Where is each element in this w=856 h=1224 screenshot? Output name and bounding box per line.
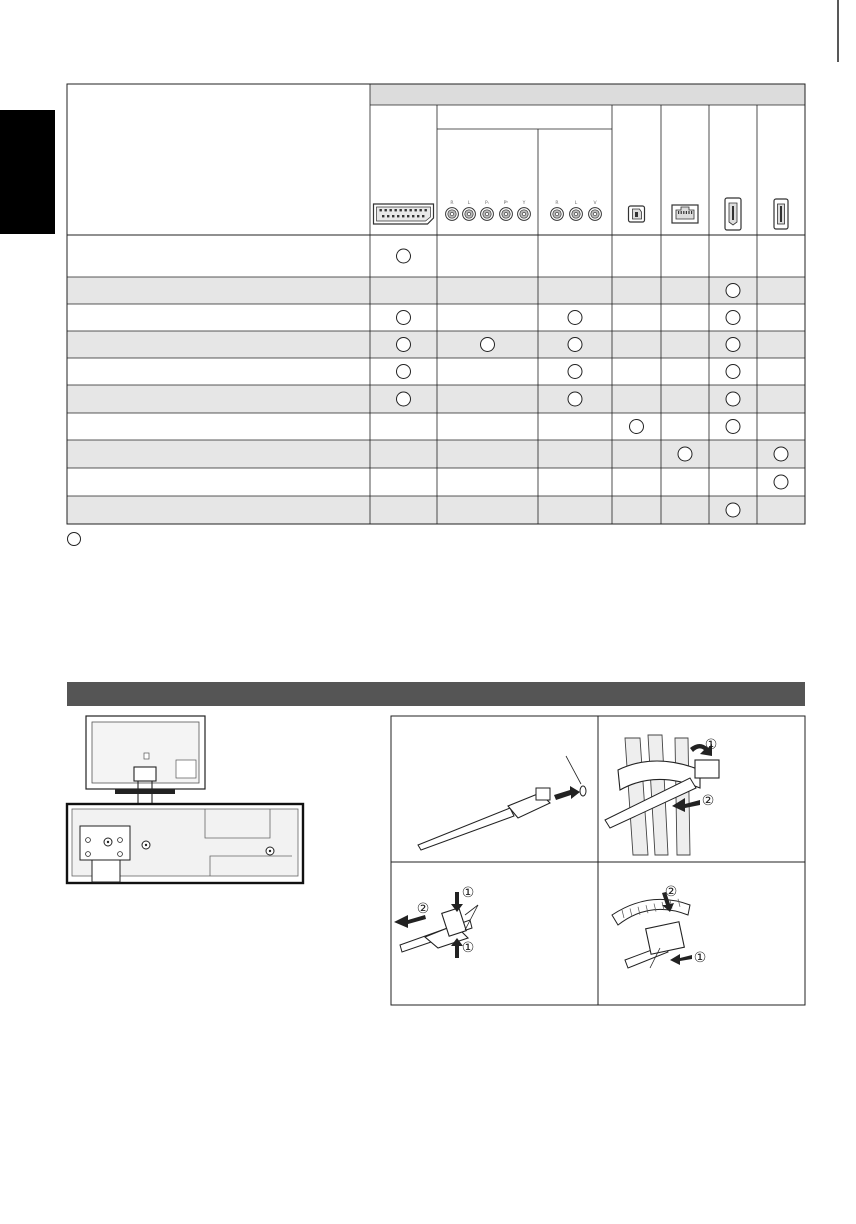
port-label: V bbox=[593, 201, 597, 206]
lan-contact bbox=[683, 211, 684, 214]
availability-mark bbox=[397, 338, 411, 352]
rca-pin bbox=[574, 212, 577, 215]
cable-tie-clip bbox=[536, 788, 550, 800]
table-row-shade bbox=[67, 331, 805, 358]
scart-pin bbox=[395, 209, 397, 211]
port-label: L bbox=[467, 201, 471, 206]
availability-mark bbox=[678, 447, 692, 461]
availability-mark bbox=[774, 475, 788, 489]
availability-mark bbox=[397, 249, 411, 263]
scart-pin bbox=[425, 209, 427, 211]
scart-pin bbox=[402, 215, 404, 217]
availability-mark bbox=[726, 284, 740, 298]
language-side-tab bbox=[0, 110, 55, 234]
rca-jack bbox=[481, 208, 494, 221]
detail-stand-neck bbox=[92, 860, 120, 882]
rca-jack bbox=[570, 208, 583, 221]
availability-mark bbox=[630, 420, 644, 434]
step-number: ② bbox=[701, 793, 715, 809]
port-label: R bbox=[450, 201, 454, 206]
table-header-group-band bbox=[370, 84, 805, 105]
scart-pin bbox=[397, 215, 399, 217]
hdmi-port-icon bbox=[725, 198, 741, 230]
scart-pin bbox=[387, 215, 389, 217]
rca-jack bbox=[589, 208, 602, 221]
step-number: ① bbox=[704, 737, 718, 753]
step-number: ② bbox=[416, 901, 430, 917]
step-number: ① bbox=[693, 950, 707, 966]
rca-pin bbox=[555, 212, 558, 215]
port-label: Pᵇ bbox=[503, 201, 509, 206]
tv-rear-view-illustration bbox=[86, 716, 205, 805]
tv-port bbox=[144, 753, 149, 759]
rca-pin bbox=[504, 212, 507, 215]
port-label: Pᵣ bbox=[485, 201, 489, 206]
lan-contact bbox=[678, 211, 679, 214]
rca-jack bbox=[518, 208, 531, 221]
connection-table bbox=[67, 84, 805, 524]
availability-mark bbox=[397, 311, 411, 325]
scart-pin bbox=[412, 215, 414, 217]
scart-pin bbox=[380, 209, 382, 211]
rca-pin bbox=[485, 212, 488, 215]
rca-pin bbox=[593, 212, 596, 215]
lan-contact bbox=[688, 211, 689, 214]
availability-mark bbox=[568, 338, 582, 352]
optical-core bbox=[635, 212, 638, 217]
lan-contact bbox=[681, 211, 682, 214]
scart-pin bbox=[417, 215, 419, 217]
cable-tie-head bbox=[695, 760, 719, 778]
availability-mark bbox=[774, 447, 788, 461]
cable-tie-hole-center bbox=[145, 844, 147, 846]
scart-pin bbox=[405, 209, 407, 211]
table-row-shade bbox=[67, 440, 805, 468]
scart-pin bbox=[385, 209, 387, 211]
scart-pin bbox=[420, 209, 422, 211]
scart-pin bbox=[390, 209, 392, 211]
section-header-bar bbox=[67, 682, 805, 706]
step-number: ① bbox=[461, 940, 475, 956]
scart-pin bbox=[392, 215, 394, 217]
availability-mark bbox=[726, 392, 740, 406]
availability-mark bbox=[726, 365, 740, 379]
scart-pin bbox=[410, 209, 412, 211]
rca-jack bbox=[500, 208, 513, 221]
tv-terminal-box bbox=[176, 760, 196, 778]
cable-tie-instruction-grid bbox=[391, 716, 805, 1005]
rca-pin bbox=[450, 212, 453, 215]
usb-port-icon bbox=[774, 199, 788, 229]
availability-mark bbox=[726, 311, 740, 325]
rca-pin bbox=[522, 212, 525, 215]
availability-mark bbox=[726, 420, 740, 434]
table-row-shade bbox=[67, 496, 805, 524]
composite-rca-connectors-icon bbox=[551, 200, 602, 220]
availability-mark bbox=[568, 392, 582, 406]
tv-stand-base bbox=[115, 789, 175, 794]
legend-availability-mark bbox=[68, 533, 81, 546]
scart-pin bbox=[382, 215, 384, 217]
screw-hole bbox=[86, 852, 91, 857]
availability-mark bbox=[397, 392, 411, 406]
scart-pin bbox=[400, 209, 402, 211]
lan-contact bbox=[686, 211, 687, 214]
availability-mark bbox=[726, 338, 740, 352]
screw-hole bbox=[86, 838, 91, 843]
cable-tie-hole-center bbox=[107, 841, 109, 843]
rca-jack bbox=[446, 208, 459, 221]
tv-rear-detail-illustration bbox=[67, 804, 303, 883]
cable-tie-hole-center bbox=[269, 850, 271, 852]
step-number: ① bbox=[461, 885, 475, 901]
availability-mark bbox=[397, 365, 411, 379]
tv-stand-mount bbox=[134, 767, 156, 781]
optical-digital-audio-icon bbox=[629, 206, 645, 222]
availability-mark bbox=[481, 338, 495, 352]
mounting-hole bbox=[580, 786, 586, 796]
table-row-shade bbox=[67, 277, 805, 304]
rca-pin bbox=[467, 212, 470, 215]
availability-mark bbox=[568, 311, 582, 325]
scart-pin bbox=[422, 215, 424, 217]
scart-pin bbox=[415, 209, 417, 211]
step-number: ② bbox=[664, 884, 678, 900]
availability-mark bbox=[726, 503, 740, 517]
rca-jack bbox=[463, 208, 476, 221]
port-label: L bbox=[574, 201, 578, 206]
hdmi-tongue bbox=[732, 206, 734, 220]
port-label: Y bbox=[522, 201, 526, 206]
screw-hole bbox=[118, 852, 123, 857]
screw-hole bbox=[118, 838, 123, 843]
usb-tongue bbox=[780, 206, 782, 222]
table-row-shade bbox=[67, 385, 805, 413]
rca-jack bbox=[551, 208, 564, 221]
ethernet-port-icon bbox=[672, 205, 698, 223]
scart-connector-icon bbox=[374, 204, 434, 224]
availability-mark bbox=[568, 365, 582, 379]
lan-contact bbox=[691, 211, 692, 214]
port-label: R bbox=[555, 201, 559, 206]
scart-pin bbox=[407, 215, 409, 217]
